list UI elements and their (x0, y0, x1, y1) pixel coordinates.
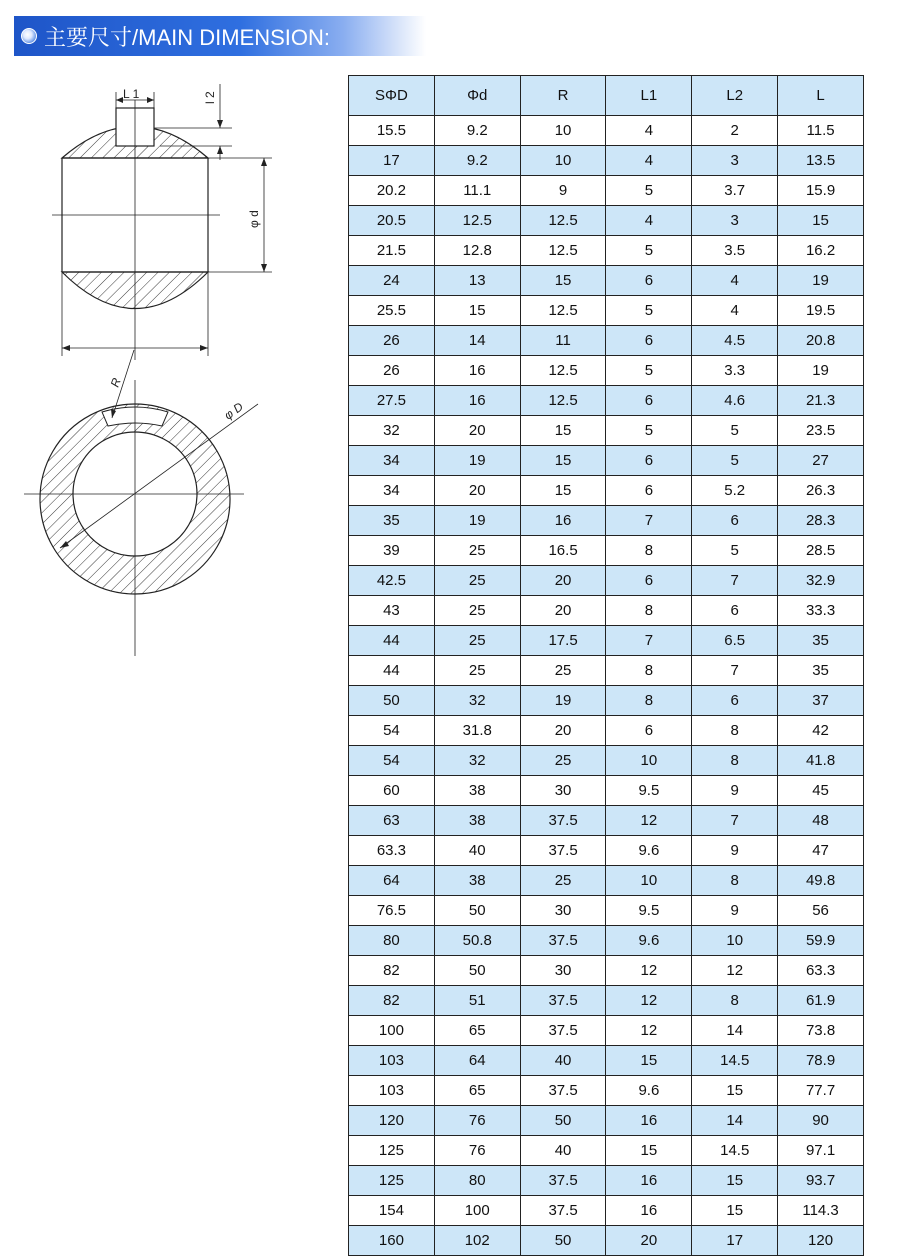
cell-l1: 8 (606, 686, 692, 716)
cell-length: 77.7 (778, 1076, 864, 1106)
cell-sphere-diameter: 26 (349, 356, 435, 386)
cell-l1: 9.5 (606, 776, 692, 806)
cell-radius: 16.5 (520, 536, 606, 566)
cell-radius: 37.5 (520, 1016, 606, 1046)
cell-l2: 8 (692, 866, 778, 896)
cell-length: 42 (778, 716, 864, 746)
cell-radius: 37.5 (520, 986, 606, 1016)
cell-length: 15 (778, 206, 864, 236)
cell-l1: 6 (606, 476, 692, 506)
cell-bore-diameter: 65 (434, 1076, 520, 1106)
cell-sphere-diameter: 50 (349, 686, 435, 716)
cell-l1: 15 (606, 1136, 692, 1166)
table-row (349, 1226, 864, 1256)
cell-length: 41.8 (778, 746, 864, 776)
cell-bore-diameter: 12.8 (434, 236, 520, 266)
dimension-table (348, 75, 864, 1256)
cell-l1: 8 (606, 596, 692, 626)
cell-length: 48 (778, 806, 864, 836)
cell-l1: 9.5 (606, 896, 692, 926)
cell-bore-diameter: 50 (434, 896, 520, 926)
cell-bore-diameter: 15 (434, 296, 520, 326)
cell-sphere-diameter: 103 (349, 1076, 435, 1106)
cell-l2: 2 (692, 116, 778, 146)
table-row (349, 416, 864, 446)
cell-radius: 30 (520, 956, 606, 986)
cell-bore-diameter: 51 (434, 986, 520, 1016)
cell-bore-diameter: 9.2 (434, 146, 520, 176)
cell-l2: 6.5 (692, 626, 778, 656)
cell-l1: 6 (606, 266, 692, 296)
cell-sphere-diameter: 154 (349, 1196, 435, 1226)
cell-length: 28.3 (778, 506, 864, 536)
cell-l2: 4.6 (692, 386, 778, 416)
dim-label-l2: l 2 (203, 91, 217, 104)
cell-l2: 6 (692, 596, 778, 626)
cell-radius: 17.5 (520, 626, 606, 656)
cell-radius: 15 (520, 266, 606, 296)
front-view (24, 350, 258, 656)
cell-length: 27 (778, 446, 864, 476)
cell-bore-diameter: 12.5 (434, 206, 520, 236)
cell-sphere-diameter: 32 (349, 416, 435, 446)
cell-l1: 6 (606, 446, 692, 476)
cell-sphere-diameter: 27.5 (349, 386, 435, 416)
table-row (349, 116, 864, 146)
cell-l1: 9.6 (606, 1076, 692, 1106)
cell-length: 93.7 (778, 1166, 864, 1196)
cell-l2: 9 (692, 836, 778, 866)
cell-bore-diameter: 80 (434, 1166, 520, 1196)
cell-sphere-diameter: 39 (349, 536, 435, 566)
cell-radius: 20 (520, 716, 606, 746)
cell-radius: 25 (520, 746, 606, 776)
cell-length: 114.3 (778, 1196, 864, 1226)
cell-l2: 3.5 (692, 236, 778, 266)
col-header-sphere-diameter: SΦD (349, 76, 435, 116)
cell-l2: 4 (692, 296, 778, 326)
cell-radius: 19 (520, 686, 606, 716)
cell-length: 19 (778, 266, 864, 296)
section-header (14, 16, 426, 56)
cell-sphere-diameter: 34 (349, 476, 435, 506)
cell-bore-diameter: 25 (434, 626, 520, 656)
table-row (349, 1046, 864, 1076)
col-header-length: L (778, 76, 864, 116)
cell-sphere-diameter: 76.5 (349, 896, 435, 926)
table-row (349, 746, 864, 776)
cell-l2: 17 (692, 1226, 778, 1256)
cell-sphere-diameter: 120 (349, 1106, 435, 1136)
cell-bore-diameter: 20 (434, 416, 520, 446)
cell-length: 49.8 (778, 866, 864, 896)
cell-l2: 7 (692, 566, 778, 596)
cell-l2: 5 (692, 416, 778, 446)
cell-l1: 12 (606, 1016, 692, 1046)
table-row (349, 446, 864, 476)
cell-bore-diameter: 14 (434, 326, 520, 356)
cell-l1: 6 (606, 566, 692, 596)
cell-l1: 12 (606, 986, 692, 1016)
table-row (349, 926, 864, 956)
cell-length: 90 (778, 1106, 864, 1136)
cell-l1: 4 (606, 116, 692, 146)
cell-bore-diameter: 76 (434, 1106, 520, 1136)
cell-bore-diameter: 32 (434, 686, 520, 716)
cell-l1: 8 (606, 536, 692, 566)
cell-length: 13.5 (778, 146, 864, 176)
cell-radius: 9 (520, 176, 606, 206)
table-row (349, 866, 864, 896)
cell-bore-diameter: 76 (434, 1136, 520, 1166)
cell-l2: 14 (692, 1016, 778, 1046)
cell-l2: 14 (692, 1106, 778, 1136)
cell-bore-diameter: 38 (434, 866, 520, 896)
cell-l1: 9.6 (606, 926, 692, 956)
cell-sphere-diameter: 82 (349, 986, 435, 1016)
cell-radius: 37.5 (520, 836, 606, 866)
cell-length: 19 (778, 356, 864, 386)
table-row (349, 626, 864, 656)
cell-radius: 40 (520, 1046, 606, 1076)
cell-sphere-diameter: 125 (349, 1166, 435, 1196)
bullet-icon (21, 28, 37, 44)
cell-l2: 14.5 (692, 1136, 778, 1166)
cell-l2: 5 (692, 446, 778, 476)
col-header-l2: L2 (692, 76, 778, 116)
table-row (349, 326, 864, 356)
cell-length: 11.5 (778, 116, 864, 146)
cell-l2: 8 (692, 716, 778, 746)
cell-l2: 14.5 (692, 1046, 778, 1076)
cell-sphere-diameter: 20.5 (349, 206, 435, 236)
cell-sphere-diameter: 20.2 (349, 176, 435, 206)
cell-length: 37 (778, 686, 864, 716)
cell-bore-diameter: 16 (434, 356, 520, 386)
table-row (349, 716, 864, 746)
cell-l2: 12 (692, 956, 778, 986)
cell-radius: 30 (520, 776, 606, 806)
cell-radius: 20 (520, 566, 606, 596)
cell-bore-diameter: 64 (434, 1046, 520, 1076)
cell-bore-diameter: 38 (434, 806, 520, 836)
cell-l1: 12 (606, 956, 692, 986)
cell-l1: 15 (606, 1046, 692, 1076)
cell-bore-diameter: 25 (434, 656, 520, 686)
cell-l1: 7 (606, 506, 692, 536)
cell-sphere-diameter: 125 (349, 1136, 435, 1166)
cell-length: 19.5 (778, 296, 864, 326)
cell-bore-diameter: 11.1 (434, 176, 520, 206)
cell-radius: 12.5 (520, 206, 606, 236)
cell-sphere-diameter: 21.5 (349, 236, 435, 266)
table-row (349, 1136, 864, 1166)
cell-length: 32.9 (778, 566, 864, 596)
cell-bore-diameter: 38 (434, 776, 520, 806)
cell-radius: 25 (520, 866, 606, 896)
table-row (349, 1016, 864, 1046)
cell-l1: 10 (606, 746, 692, 776)
cell-l2: 15 (692, 1076, 778, 1106)
cell-l1: 5 (606, 176, 692, 206)
cell-l1: 6 (606, 326, 692, 356)
cell-bore-diameter: 25 (434, 536, 520, 566)
cell-sphere-diameter: 54 (349, 716, 435, 746)
cell-radius: 12.5 (520, 236, 606, 266)
cell-l1: 16 (606, 1106, 692, 1136)
cell-l1: 5 (606, 296, 692, 326)
cell-radius: 37.5 (520, 1076, 606, 1106)
cell-sphere-diameter: 103 (349, 1046, 435, 1076)
cell-length: 59.9 (778, 926, 864, 956)
table-row (349, 986, 864, 1016)
cell-radius: 37.5 (520, 806, 606, 836)
cell-length: 33.3 (778, 596, 864, 626)
table-row (349, 596, 864, 626)
table-row (349, 356, 864, 386)
cell-l1: 6 (606, 716, 692, 746)
cell-l2: 9 (692, 896, 778, 926)
table-row (349, 566, 864, 596)
cell-radius: 11 (520, 326, 606, 356)
cell-sphere-diameter: 15.5 (349, 116, 435, 146)
cell-sphere-diameter: 17 (349, 146, 435, 176)
cell-l1: 4 (606, 206, 692, 236)
cell-bore-diameter: 40 (434, 836, 520, 866)
table-row (349, 296, 864, 326)
table-header-row (349, 76, 864, 116)
cell-bore-diameter: 16 (434, 386, 520, 416)
cell-l2: 15 (692, 1196, 778, 1226)
cell-bore-diameter: 25 (434, 566, 520, 596)
table-row (349, 386, 864, 416)
cell-bore-diameter: 32 (434, 746, 520, 776)
cell-radius: 30 (520, 896, 606, 926)
cell-length: 45 (778, 776, 864, 806)
dim-label-phi-d: φ D (221, 399, 246, 423)
cell-sphere-diameter: 80 (349, 926, 435, 956)
cell-l2: 5.2 (692, 476, 778, 506)
cell-l1: 16 (606, 1166, 692, 1196)
cell-length: 16.2 (778, 236, 864, 266)
cell-length: 28.5 (778, 536, 864, 566)
cell-bore-diameter: 100 (434, 1196, 520, 1226)
cell-radius: 50 (520, 1106, 606, 1136)
cell-l2: 7 (692, 806, 778, 836)
cell-length: 23.5 (778, 416, 864, 446)
cell-bore-diameter: 50.8 (434, 926, 520, 956)
cell-bore-diameter: 13 (434, 266, 520, 296)
cell-sphere-diameter: 82 (349, 956, 435, 986)
cell-length: 35 (778, 656, 864, 686)
side-view (52, 84, 272, 360)
cell-l1: 8 (606, 656, 692, 686)
table-row (349, 506, 864, 536)
cell-l2: 8 (692, 986, 778, 1016)
table-row (349, 1166, 864, 1196)
cell-l1: 7 (606, 626, 692, 656)
col-header-radius: R (520, 76, 606, 116)
dim-label-l1: L 1 (123, 87, 140, 101)
cell-radius: 12.5 (520, 386, 606, 416)
table-row (349, 806, 864, 836)
cell-l2: 5 (692, 536, 778, 566)
cell-l1: 5 (606, 236, 692, 266)
cell-length: 47 (778, 836, 864, 866)
cell-sphere-diameter: 44 (349, 626, 435, 656)
cell-radius: 20 (520, 596, 606, 626)
cell-length: 61.9 (778, 986, 864, 1016)
cell-sphere-diameter: 160 (349, 1226, 435, 1256)
cell-radius: 15 (520, 446, 606, 476)
cell-bore-diameter: 102 (434, 1226, 520, 1256)
cell-radius: 40 (520, 1136, 606, 1166)
cell-length: 56 (778, 896, 864, 926)
cell-sphere-diameter: 25.5 (349, 296, 435, 326)
col-header-l1: L1 (606, 76, 692, 116)
cell-l1: 12 (606, 806, 692, 836)
table-row (349, 476, 864, 506)
cell-bore-diameter: 25 (434, 596, 520, 626)
table-row (349, 1196, 864, 1226)
cell-l1: 10 (606, 866, 692, 896)
cell-sphere-diameter: 60 (349, 776, 435, 806)
cell-l1: 20 (606, 1226, 692, 1256)
col-header-bore-diameter: Φd (434, 76, 520, 116)
table-row (349, 266, 864, 296)
cell-l2: 15 (692, 1166, 778, 1196)
cell-l2: 6 (692, 506, 778, 536)
cell-l2: 4 (692, 266, 778, 296)
cell-bore-diameter: 31.8 (434, 716, 520, 746)
cell-radius: 10 (520, 146, 606, 176)
cell-sphere-diameter: 64 (349, 866, 435, 896)
cell-l2: 3 (692, 146, 778, 176)
cell-bore-diameter: 19 (434, 506, 520, 536)
cell-bore-diameter: 9.2 (434, 116, 520, 146)
cell-radius: 12.5 (520, 296, 606, 326)
cell-length: 63.3 (778, 956, 864, 986)
cell-l2: 6 (692, 686, 778, 716)
cell-l1: 9.6 (606, 836, 692, 866)
cell-sphere-diameter: 63.3 (349, 836, 435, 866)
dim-label-d: φ d (247, 210, 261, 228)
cell-l2: 8 (692, 746, 778, 776)
cell-radius: 37.5 (520, 1196, 606, 1226)
cell-radius: 37.5 (520, 1166, 606, 1196)
cell-length: 15.9 (778, 176, 864, 206)
cell-sphere-diameter: 100 (349, 1016, 435, 1046)
cell-radius: 10 (520, 116, 606, 146)
cell-length: 20.8 (778, 326, 864, 356)
cell-l1: 5 (606, 356, 692, 386)
cell-bore-diameter: 20 (434, 476, 520, 506)
table-row (349, 1076, 864, 1106)
cell-sphere-diameter: 24 (349, 266, 435, 296)
cell-radius: 15 (520, 476, 606, 506)
table-row (349, 656, 864, 686)
cell-radius: 50 (520, 1226, 606, 1256)
cell-bore-diameter: 65 (434, 1016, 520, 1046)
cell-length: 120 (778, 1226, 864, 1256)
technical-drawing (0, 70, 330, 670)
cell-length: 78.9 (778, 1046, 864, 1076)
cell-l2: 3.7 (692, 176, 778, 206)
table-row (349, 1106, 864, 1136)
section-title: 主要尺寸/MAIN DIMENSION: (44, 24, 331, 50)
cell-sphere-diameter: 42.5 (349, 566, 435, 596)
cell-radius: 12.5 (520, 356, 606, 386)
cell-bore-diameter: 19 (434, 446, 520, 476)
cell-l2: 10 (692, 926, 778, 956)
cell-sphere-diameter: 35 (349, 506, 435, 536)
cell-length: 35 (778, 626, 864, 656)
cell-l2: 3 (692, 206, 778, 236)
cell-radius: 16 (520, 506, 606, 536)
cell-radius: 15 (520, 416, 606, 446)
table-row (349, 896, 864, 926)
table-body (349, 116, 864, 1256)
cell-radius: 37.5 (520, 926, 606, 956)
cell-sphere-diameter: 44 (349, 656, 435, 686)
cell-bore-diameter: 50 (434, 956, 520, 986)
table-row (349, 956, 864, 986)
cell-l1: 16 (606, 1196, 692, 1226)
cell-sphere-diameter: 34 (349, 446, 435, 476)
table-row (349, 236, 864, 266)
cell-l1: 6 (606, 386, 692, 416)
table-row (349, 686, 864, 716)
dim-label-r: R (107, 376, 124, 390)
cell-sphere-diameter: 54 (349, 746, 435, 776)
cell-l2: 9 (692, 776, 778, 806)
cell-sphere-diameter: 26 (349, 326, 435, 356)
table-row (349, 536, 864, 566)
table-row (349, 146, 864, 176)
cell-l1: 4 (606, 146, 692, 176)
cell-length: 97.1 (778, 1136, 864, 1166)
cell-l2: 7 (692, 656, 778, 686)
table-row (349, 836, 864, 866)
cell-length: 73.8 (778, 1016, 864, 1046)
cell-length: 21.3 (778, 386, 864, 416)
cell-l2: 4.5 (692, 326, 778, 356)
cell-length: 26.3 (778, 476, 864, 506)
table-row (349, 776, 864, 806)
table-row (349, 206, 864, 236)
cell-sphere-diameter: 43 (349, 596, 435, 626)
cell-l2: 3.3 (692, 356, 778, 386)
table-row (349, 176, 864, 206)
cell-sphere-diameter: 63 (349, 806, 435, 836)
cell-l1: 5 (606, 416, 692, 446)
cell-radius: 25 (520, 656, 606, 686)
